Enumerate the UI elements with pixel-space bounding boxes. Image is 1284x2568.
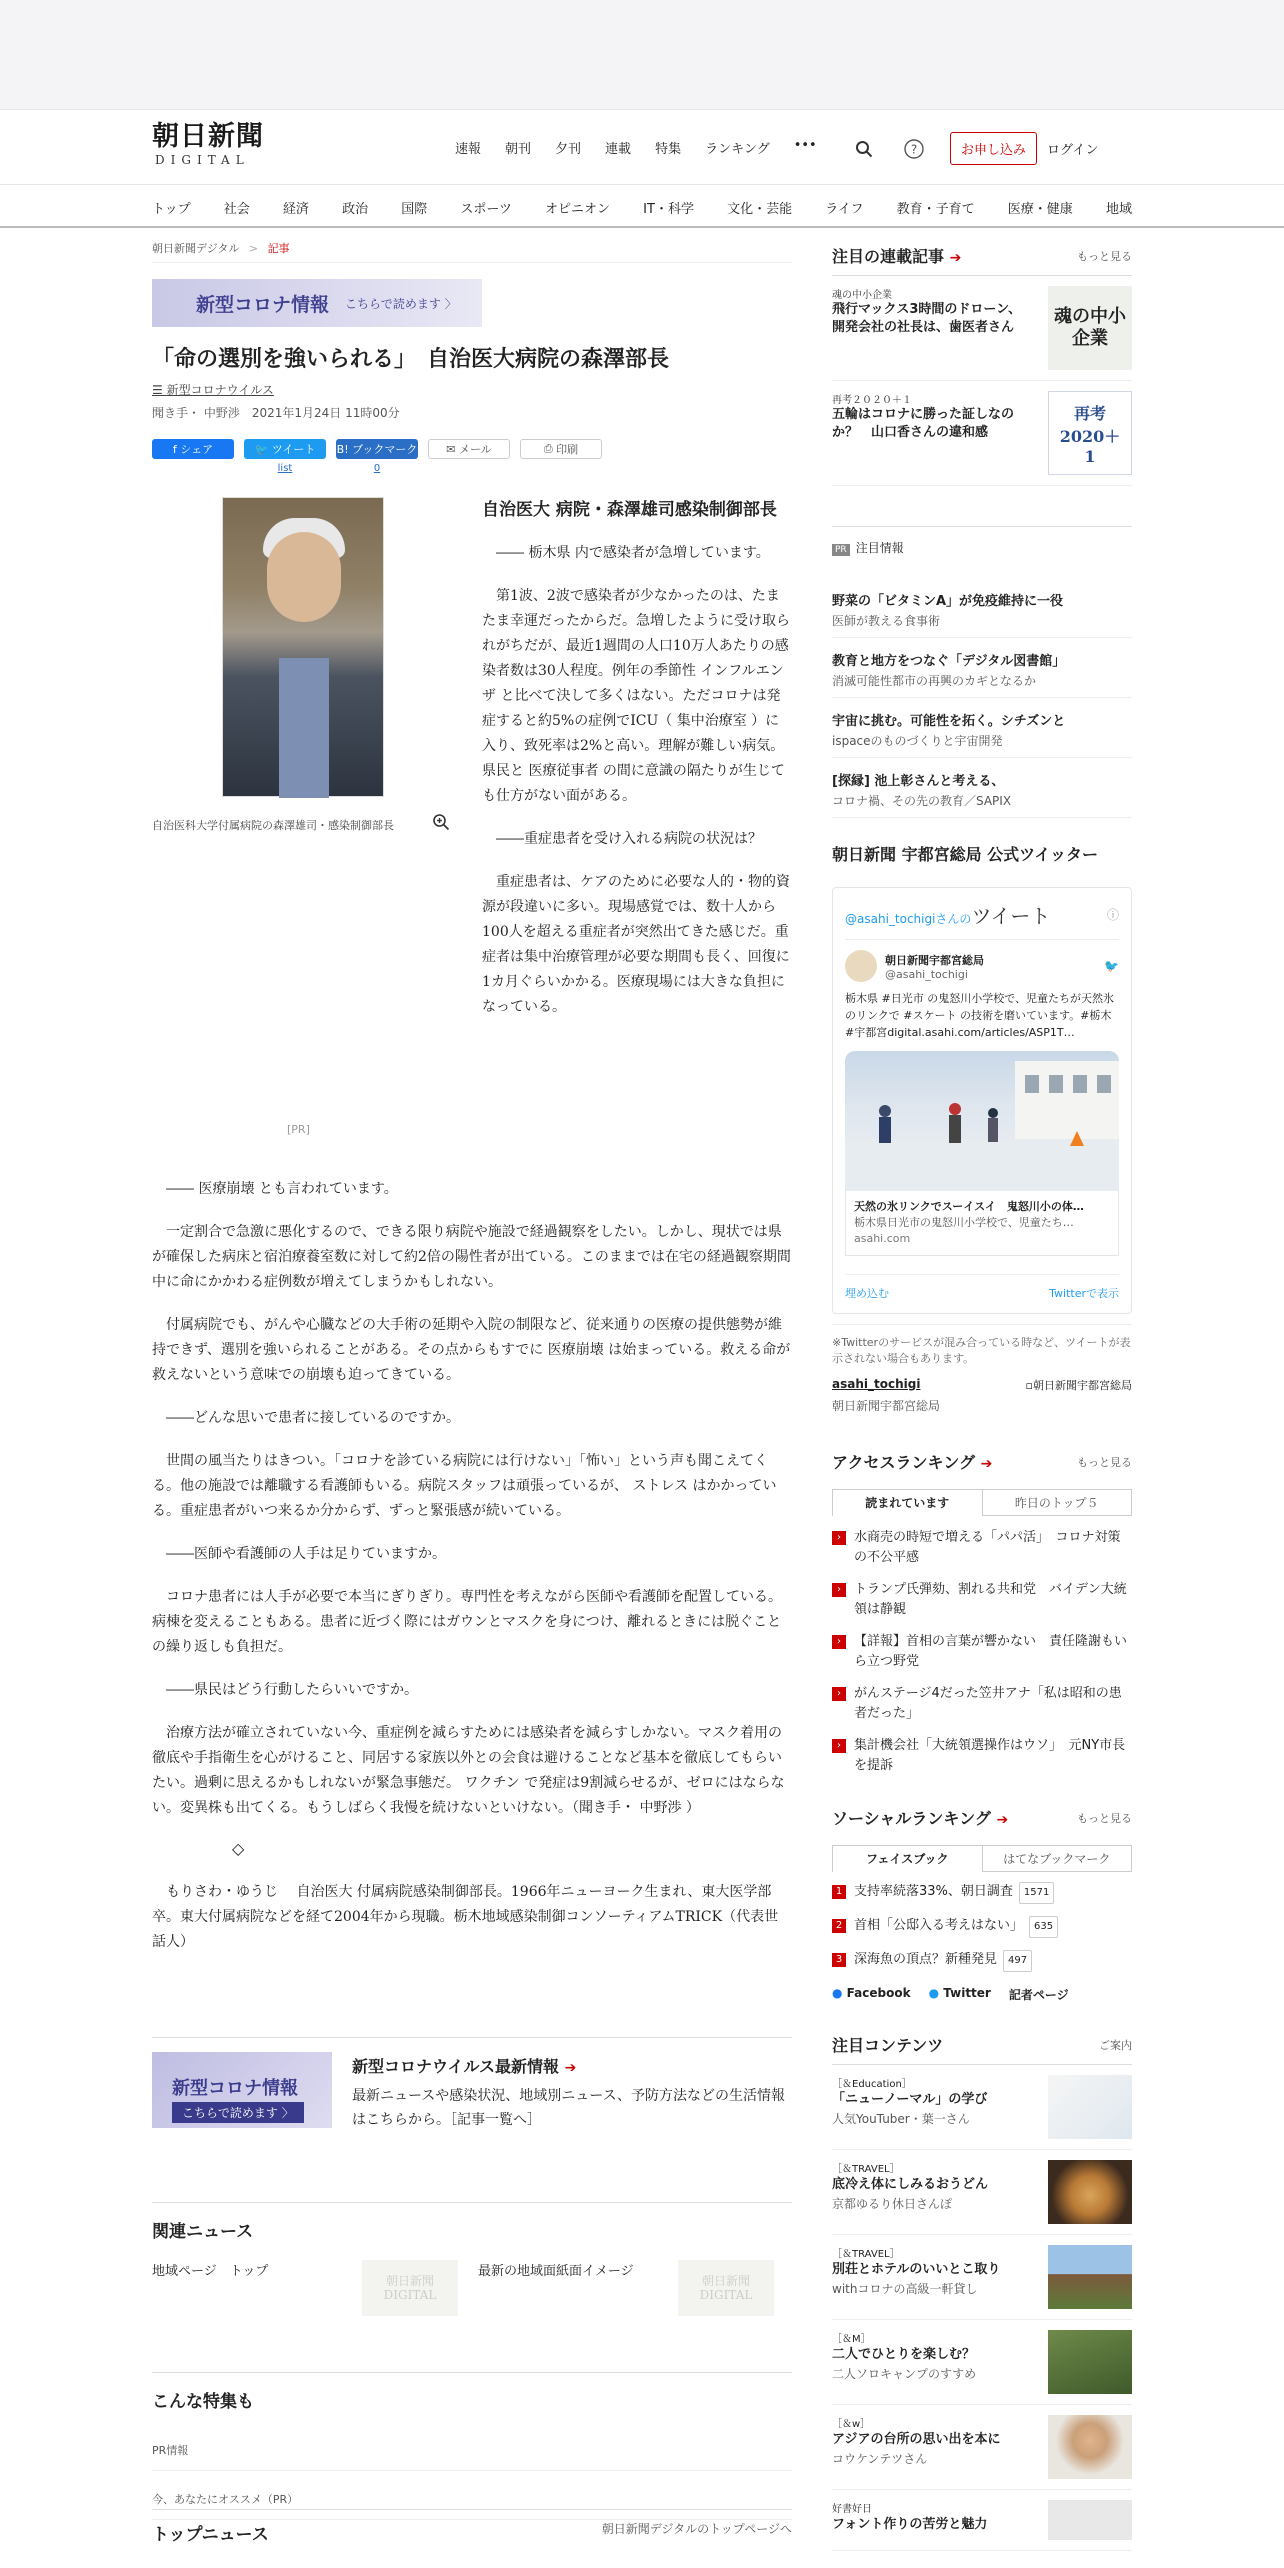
tab-most-read[interactable]: 読まれています xyxy=(832,1489,983,1516)
bookmark-button[interactable]: B! ブックマーク 0 xyxy=(336,439,418,459)
content-item[interactable]: 好書好日 フォント作りの苦労と魅力 xyxy=(832,2490,1132,2551)
print-icon: ⎙ xyxy=(543,442,557,455)
social-more-link[interactable]: もっと見る xyxy=(1077,1811,1132,1825)
ranking-item[interactable]: › 水商売の時短で増える「パパ活」 コロナ対策の不公平感 xyxy=(832,1522,1132,1574)
tweet-card[interactable]: 天然の氷リンクでスーイスイ 鬼怒川小の体… 栃木県日光市の鬼怒川小学校で、児童たち… asahi.com xyxy=(845,1191,1119,1256)
access-ranking-header: アクセスランキング ➔ もっと見る xyxy=(832,1453,1132,1472)
twitter-link[interactable]: ● Twitter xyxy=(928,1986,991,2000)
ranking-item[interactable]: › 集計機会社「大統領選操作はウソ」 元NY市長を提訴 xyxy=(832,1730,1132,1782)
facebook-icon: ● xyxy=(832,1986,843,2000)
ranking-item[interactable]: › 【詳報】首相の言葉が響かない 責任隆謝もいら立つ野党 xyxy=(832,1626,1132,1678)
twitter-account-link[interactable]: asahi_tochigi xyxy=(832,1377,921,1391)
serial-thumb: 魂の中小企業 xyxy=(1048,286,1132,370)
facebook-link[interactable]: ● Facebook xyxy=(832,1986,911,2000)
article-intro xyxy=(482,497,792,1038)
content-thumb xyxy=(1048,2330,1132,2394)
cat-culture[interactable]: 文化・芸能 xyxy=(727,202,793,217)
broken-image-icon: ▫ xyxy=(1025,1379,1033,1392)
info-icon[interactable]: ⓘ xyxy=(1106,908,1119,922)
site-header xyxy=(0,110,1284,184)
twitter-note: ※Twitterのサービスが混み合っている時など、ツイートが表示されない場合もあります。 xyxy=(832,1324,1132,1367)
site-logo[interactable]: 朝日新聞 DIGITAL xyxy=(152,121,264,167)
access-more-link[interactable]: もっと見る xyxy=(1077,1455,1132,1469)
avatar xyxy=(845,950,877,982)
corona-banner[interactable]: 新型コロナ情報 こちらで読めます 〉 xyxy=(152,279,482,327)
paragraph: ―― 医療崩壊 とも言われています。 xyxy=(166,1181,398,1197)
nav-tokushu[interactable]: 特集 xyxy=(655,142,682,157)
account-image[interactable]: ▫朝日新聞宇都宮総局 xyxy=(1025,1379,1132,1392)
cat-it-science[interactable]: IT・科学 xyxy=(643,202,694,217)
cat-society[interactable]: 社会 xyxy=(223,202,250,217)
pr-info-item[interactable]: PR情報 xyxy=(152,2422,792,2471)
contents-header: 注目コンテンツ ご案内 xyxy=(832,2033,1132,2065)
content-thumb xyxy=(1048,2415,1132,2479)
cat-sports[interactable]: スポーツ xyxy=(460,202,512,217)
pr-header: PR 注目情報 xyxy=(832,526,1132,556)
cat-politics[interactable]: 政治 xyxy=(342,202,369,217)
share-bar xyxy=(152,439,792,474)
top-page-link[interactable]: 朝日新聞デジタルのトップページへ xyxy=(601,2522,792,2536)
twitter-icon: ● xyxy=(928,1986,940,2000)
tab-facebook[interactable]: フェイスブック xyxy=(832,1845,983,1872)
paragraph: ―― 栃木県 内で感染者が急増しています。 xyxy=(496,545,770,561)
social-links xyxy=(832,1986,1132,2003)
paragraph: 第1波、2波で感染者が少なかったのは、たまたま幸運だったからだ。急増したように受け取られがちだが、最近1週間の人口10万人あたりの感染者数は30人程度。例年の季節性 インフルエンザ と比べて決して多くはない。ただコロナは発症すると約5%の症例でICU（ 集中治療室 ）に入り、致死率は2%と高い。理解が難しい病気。県民と 医療従事者 の間に意識の隔たりが生じても仕方がない面がある。 xyxy=(482,588,790,804)
content-thumb xyxy=(1048,2500,1132,2540)
related-item-thumb[interactable]: 朝日新聞 DIGITAL xyxy=(362,2260,458,2316)
paragraph: ――医師や看護師の人手は足りていますか。 xyxy=(166,1546,446,1562)
social-item[interactable]: 1 支持率続落33%、朝日調査 1571 xyxy=(832,1876,1132,1910)
content-thumb xyxy=(1048,2075,1132,2139)
paragraph: 一定割合で急激に悪化するので、できる限り病院や施設で経過観察をしたい。しかし、現状では県が確保した病床と宿泊療養室数に対して約2倍の陽性者が出ている。このままでは在宅の経過観察期間中に命にかかわる症例数が増えてしまうかもしれない。 xyxy=(152,1224,791,1290)
topic-tag[interactable]: ☰ 新型コロナウイルス xyxy=(152,383,274,397)
top-news-heading: トップニュース xyxy=(152,2525,269,2545)
nav-choukan[interactable]: 朝刊 xyxy=(505,142,532,157)
paragraph: ――重症患者を受け入れる病院の状況は？ xyxy=(496,831,762,847)
content-thumb xyxy=(1048,2245,1132,2309)
ad-banner-top xyxy=(0,0,1284,110)
pr-label: [PR] xyxy=(287,1123,310,1136)
facebook-share-button[interactable]: f シェア xyxy=(152,439,234,459)
view-on-twitter-link[interactable]: Twitterで表示 xyxy=(1049,1287,1119,1300)
paragraph: ――県民はどう行動したらいいですか。 xyxy=(166,1682,418,1698)
article-title: 「命の選別を強いられる」 自治医大病院の森澤部長 xyxy=(152,347,670,372)
zoom-icon[interactable] xyxy=(432,813,450,831)
svg-text:?: ? xyxy=(910,142,918,156)
article-text xyxy=(152,1177,792,1973)
content-item[interactable]: ［＆TRAVEL］ 底冷え体にしみるおうどん 京都ゆるり休日さんぽ xyxy=(832,2150,1132,2235)
tab-hatena[interactable]: はてなブックマーク xyxy=(983,1845,1133,1872)
paragraph: コロナ患者には人手が必要で本当にぎりぎり。専門性を考えながら医師や看護師を配置している。病棟を変えることもある。患者に近づく際にはガウンとマスクを身につけ、離れるときには脱ぐことの繰り返しも負担だ。 xyxy=(152,1589,782,1655)
feature-section xyxy=(152,2372,792,2520)
list-icon: ☰ xyxy=(152,383,167,397)
nav-yuukan[interactable]: 夕刊 xyxy=(555,142,582,157)
top-news-bar xyxy=(152,2509,792,2545)
related-heading: 関連ニュース xyxy=(152,2222,254,2242)
serial-item[interactable]: 魂の中小企業 飛行マックス3時間のドローン、開発会社の社長は、歯医者さん 魂の中小企業 xyxy=(832,276,1132,381)
related-news xyxy=(152,2202,792,2316)
corona-info-desc: 最新ニュースや感染状況、地域別ニュース、予防方法などの生活情報はこちらから。［記事一覧へ］ xyxy=(352,2088,786,2128)
header-tools xyxy=(850,132,1098,165)
chevron-right-icon: › xyxy=(832,1583,846,1597)
chevron-right-icon: › xyxy=(832,1687,846,1701)
byline: 聞き手・ 中野渉 2021年1月24日 11時00分 xyxy=(152,406,400,420)
related-item-title[interactable]: 地域ページ トップ xyxy=(152,2264,269,2279)
article-main xyxy=(152,228,792,2545)
tweet-count[interactable]: list xyxy=(277,463,293,474)
article-body xyxy=(152,497,792,2545)
tweet-text: 栃木県 #日光市 の鬼怒川小学校で、児童たちが天然氷のリンクで #スケート の技術を磨いています。#栃木 #宇都宮digital.asahi.com/articles/ASP1T… xyxy=(845,992,1114,1039)
arrow-right-icon: ➔ xyxy=(949,250,962,266)
arrow-right-icon: ➔ xyxy=(980,1456,993,1472)
twitter-icon: 🐦 xyxy=(254,442,272,456)
content-item[interactable]: ［＆M］ 二人でひとりを楽しむ？ 二人ソロキャンプのすすめ xyxy=(832,2320,1132,2405)
pr-badge: PR xyxy=(832,544,850,556)
embed-link[interactable]: 埋め込む xyxy=(845,1287,889,1300)
cat-economy[interactable]: 経済 xyxy=(282,202,309,217)
nav-ranking[interactable]: ランキング xyxy=(705,142,770,157)
reporter-page-link[interactable]: 記者ページ xyxy=(1008,1988,1069,2002)
chevron-right-icon: › xyxy=(832,1739,846,1753)
facebook-icon: f xyxy=(172,442,181,456)
tab-yesterday-top5[interactable]: 昨日のトップ５ xyxy=(983,1489,1133,1516)
serial-header: 注目の連載記事 ➔ もっと見る xyxy=(832,244,1132,276)
article-photo[interactable] xyxy=(222,497,384,797)
serial-item[interactable]: 再考２０２０＋１ 五輪はコロナに勝った証しなのか？ 山口香さんの違和感 再考2020＋1 xyxy=(832,381,1132,486)
search-icon[interactable] xyxy=(850,135,878,163)
chevron-right-icon: › xyxy=(832,1635,846,1649)
feature-heading: こんな特集も xyxy=(152,2392,254,2412)
cat-top[interactable]: トップ xyxy=(152,202,191,217)
content-item[interactable]: ［＆TRAVEL］ 別荘とホテルのいいとこ取り withコロナの高級一軒貸し xyxy=(832,2235,1132,2320)
twitter-widget: @asahi_tochigiさんのツイート ⓘ 朝日新聞宇都宮総局 @asahi_tochigi 🐦 栃木県 #日光市 の鬼怒川小学校で、児童たちが天然氷のリンクで #スケート の技術を磨いています。#栃木 #宇都宮digital.asahi.com/articles/ASP1T… 天然の氷リンクでスーイスイ 鬼怒川小の体… 栃木県日光市の鬼怒川小学校で、児童たち… asahi.com 埋め込む Twitterで表示 xyxy=(832,887,1132,1314)
breadcrumb-current: 記事 xyxy=(267,242,290,255)
help-icon[interactable] xyxy=(900,135,928,163)
article-subhead: 自治医大 病院・森澤雄司感染制御部長 xyxy=(482,500,777,520)
corona-info-banner[interactable]: 新型コロナ情報 こちらで読めます 〉 xyxy=(152,2052,332,2128)
profile-paragraph: もりさわ・ゆうじ 自治医大 付属病院感染制御部長。1966年ニューヨーク生まれ、東大医学部卒。東大付属病院などを経て2004年から現職。栃木地域感染制御コンソーティアムTRICK（代表世話人） xyxy=(152,1884,779,1950)
related-item-title[interactable]: 最新の地域面紙面イメージ xyxy=(478,2264,634,2279)
chevron-right-icon: › xyxy=(832,1531,846,1545)
sidebar xyxy=(832,228,1132,2551)
twitter-section-header: 朝日新聞 宇都宮総局 公式ツイッター xyxy=(832,845,1099,864)
recommend-item[interactable]: 今、あなたにオススメ（PR） xyxy=(152,2471,792,2520)
header-nav xyxy=(455,138,841,157)
access-ranking-list xyxy=(832,1522,1132,1782)
content-thumb xyxy=(1048,2160,1132,2224)
tweet[interactable]: 朝日新聞宇都宮総局 @asahi_tochigi 🐦 栃木県 #日光市 の鬼怒川小学校で、児童たちが天然氷のリンクで #スケート の技術を磨いています。#栃木 #宇都宮digital.asahi.com/articles/ASP1T… 天然の氷リンクでスーイスイ 鬼怒川小の体… 栃木県日光市の鬼怒川小学校で、児童たち… asahi.com xyxy=(845,940,1119,1256)
social-ranking-tabs xyxy=(832,1845,1132,1872)
paragraph: 世間の風当たりはきつい。「コロナを診ている病院には行けない」「怖い」という声も聞こえてくる。他の施設では離職する看護師もいる。病院スタッフは頑張っているが、 ストレス はかかっている。重症患者がいつ来るか分からず、ずっと緊張感が続いている。 xyxy=(152,1453,777,1519)
social-ranking-list xyxy=(832,1876,1132,1978)
social-item[interactable]: 3 深海魚の頂点？新種発見 497 xyxy=(832,1944,1132,1978)
breadcrumb-home[interactable]: 朝日新聞デジタル xyxy=(152,242,240,255)
pr-item[interactable]: 野菜の「ビタミンA」が免疫維持に一役 医師が教える食事術 xyxy=(832,578,1132,638)
bookmark-count[interactable]: 0 xyxy=(373,463,381,474)
serial-thumb: 再考2020＋1 xyxy=(1048,391,1132,475)
contents-guide-link[interactable]: ご案内 xyxy=(1099,2038,1132,2052)
cat-opinion[interactable]: オピニオン xyxy=(545,202,611,217)
related-item-thumb[interactable]: 朝日新聞 DIGITAL xyxy=(678,2260,774,2316)
paragraph: 付属病院でも、がんや心臓などの大手術の延期や入院の制限など、従来通りの医療の提供態勢が維持できず、選別を強いられることがある。その点からもすでに 医療崩壊 は始まっている。救える命が救えないという意味での崩壊も迫ってきている。 xyxy=(152,1317,791,1383)
serial-more-link[interactable]: もっと見る xyxy=(1077,249,1132,263)
content-item[interactable]: ［＆w］ アジアの台所の思い出を本に コウケンテツさん xyxy=(832,2405,1132,2490)
paragraph: ――どんな思いで患者に接しているのですか。 xyxy=(166,1410,460,1426)
cat-life[interactable]: ライフ xyxy=(825,202,864,217)
twitter-account-name: 朝日新聞宇都宮総局 xyxy=(832,1399,941,1413)
mail-icon: ✉ xyxy=(446,442,459,456)
nav-more[interactable]: ••• xyxy=(793,138,817,153)
paragraph: 治療方法が確立されていない今、重症例を減らすためには感染者を減らすしかない。マスク着用の徹底や手指衛生を心がけること、同居する家族以外との会食は避けることなど基本を徹底してもらいたい。過剰に思えるかもしれないが緊急事態だ。 ワクチン で発症は9割減らせるが、ゼロにはならない。変異株も出てくる。もうしばらく我慢を続けないといけない。（聞き手・ 中野渉 ） xyxy=(152,1725,785,1816)
ranking-item[interactable]: › がんステージ4だった笠井アナ「私は昭和の患者だった」 xyxy=(832,1678,1132,1730)
pr-item[interactable]: 宇宙に挑む。可能性を拓く。シチズンと ispaceのものづくりと宇宙開発 xyxy=(832,698,1132,758)
arrow-right-icon: ➔ xyxy=(996,1812,1009,1828)
cat-region[interactable]: 地域 xyxy=(1105,202,1132,217)
mail-button[interactable]: ✉ メール xyxy=(428,439,510,459)
breadcrumb: 朝日新聞デジタル > 記事 xyxy=(152,240,792,263)
photo-caption: 自治医科大学付属病院の森澤雄司・感染制御部長 xyxy=(152,819,394,832)
login-link[interactable]: ログイン xyxy=(1047,143,1099,158)
corona-info-box xyxy=(152,2037,792,2177)
social-ranking-header: ソーシャルランキング ➔ もっと見る xyxy=(832,1809,1132,1828)
cat-education[interactable]: 教育・子育て xyxy=(896,202,975,217)
ranking-item[interactable]: › トランプ氏弾劾、割れる共和党 バイデン大統領は静観 xyxy=(832,1574,1132,1626)
nav-sokuho[interactable]: 速報 xyxy=(455,142,482,157)
subscribe-button[interactable]: お申し込み xyxy=(950,132,1037,165)
social-item[interactable]: 2 首相「公邸入る考えはない」 635 xyxy=(832,1910,1132,1944)
access-ranking-tabs xyxy=(832,1489,1132,1516)
tweet-button[interactable]: 🐦 ツイート list xyxy=(244,439,326,459)
cat-international[interactable]: 国際 xyxy=(401,202,428,217)
corona-info-title[interactable]: 新型コロナウイルス最新情報 ➔ xyxy=(352,2057,577,2076)
paragraph: 重症患者は、ケアのために必要な人的・物的資源が段違いに多い。現場感覚では、数十人から100人を超える重症者が突然出てきた感じだ。重症者は集中治療管理が必要な期間も長く、回復に1カ月ぐらいかかる。医療現場には大きな負担になっている。 xyxy=(482,874,790,1015)
cat-health[interactable]: 医療・健康 xyxy=(1007,202,1073,217)
nav-rensai[interactable]: 連載 xyxy=(605,142,632,157)
hatena-icon: B! xyxy=(336,442,353,456)
content-item[interactable]: ［＆Education］ 「ニューノーマル」の学び 人気YouTuber・葉一さん xyxy=(832,2065,1132,2150)
twitter-bird-icon: 🐦 xyxy=(1104,959,1119,973)
pr-item[interactable]: [探縁] 池上彰さんと考える、 コロナ禍、その先の教育／SAPIX xyxy=(832,758,1132,818)
pr-item[interactable]: 教育と地方をつなぐ「デジタル図書館」 消滅可能性都市の再興のカギとなるか xyxy=(832,638,1132,698)
tweet-image[interactable] xyxy=(845,1051,1119,1191)
arrow-right-icon: ➔ xyxy=(564,2060,577,2076)
print-button[interactable]: ⎙ 印刷 xyxy=(520,439,602,459)
section-divider: ◇ xyxy=(232,1839,245,1858)
category-nav xyxy=(0,184,1284,228)
